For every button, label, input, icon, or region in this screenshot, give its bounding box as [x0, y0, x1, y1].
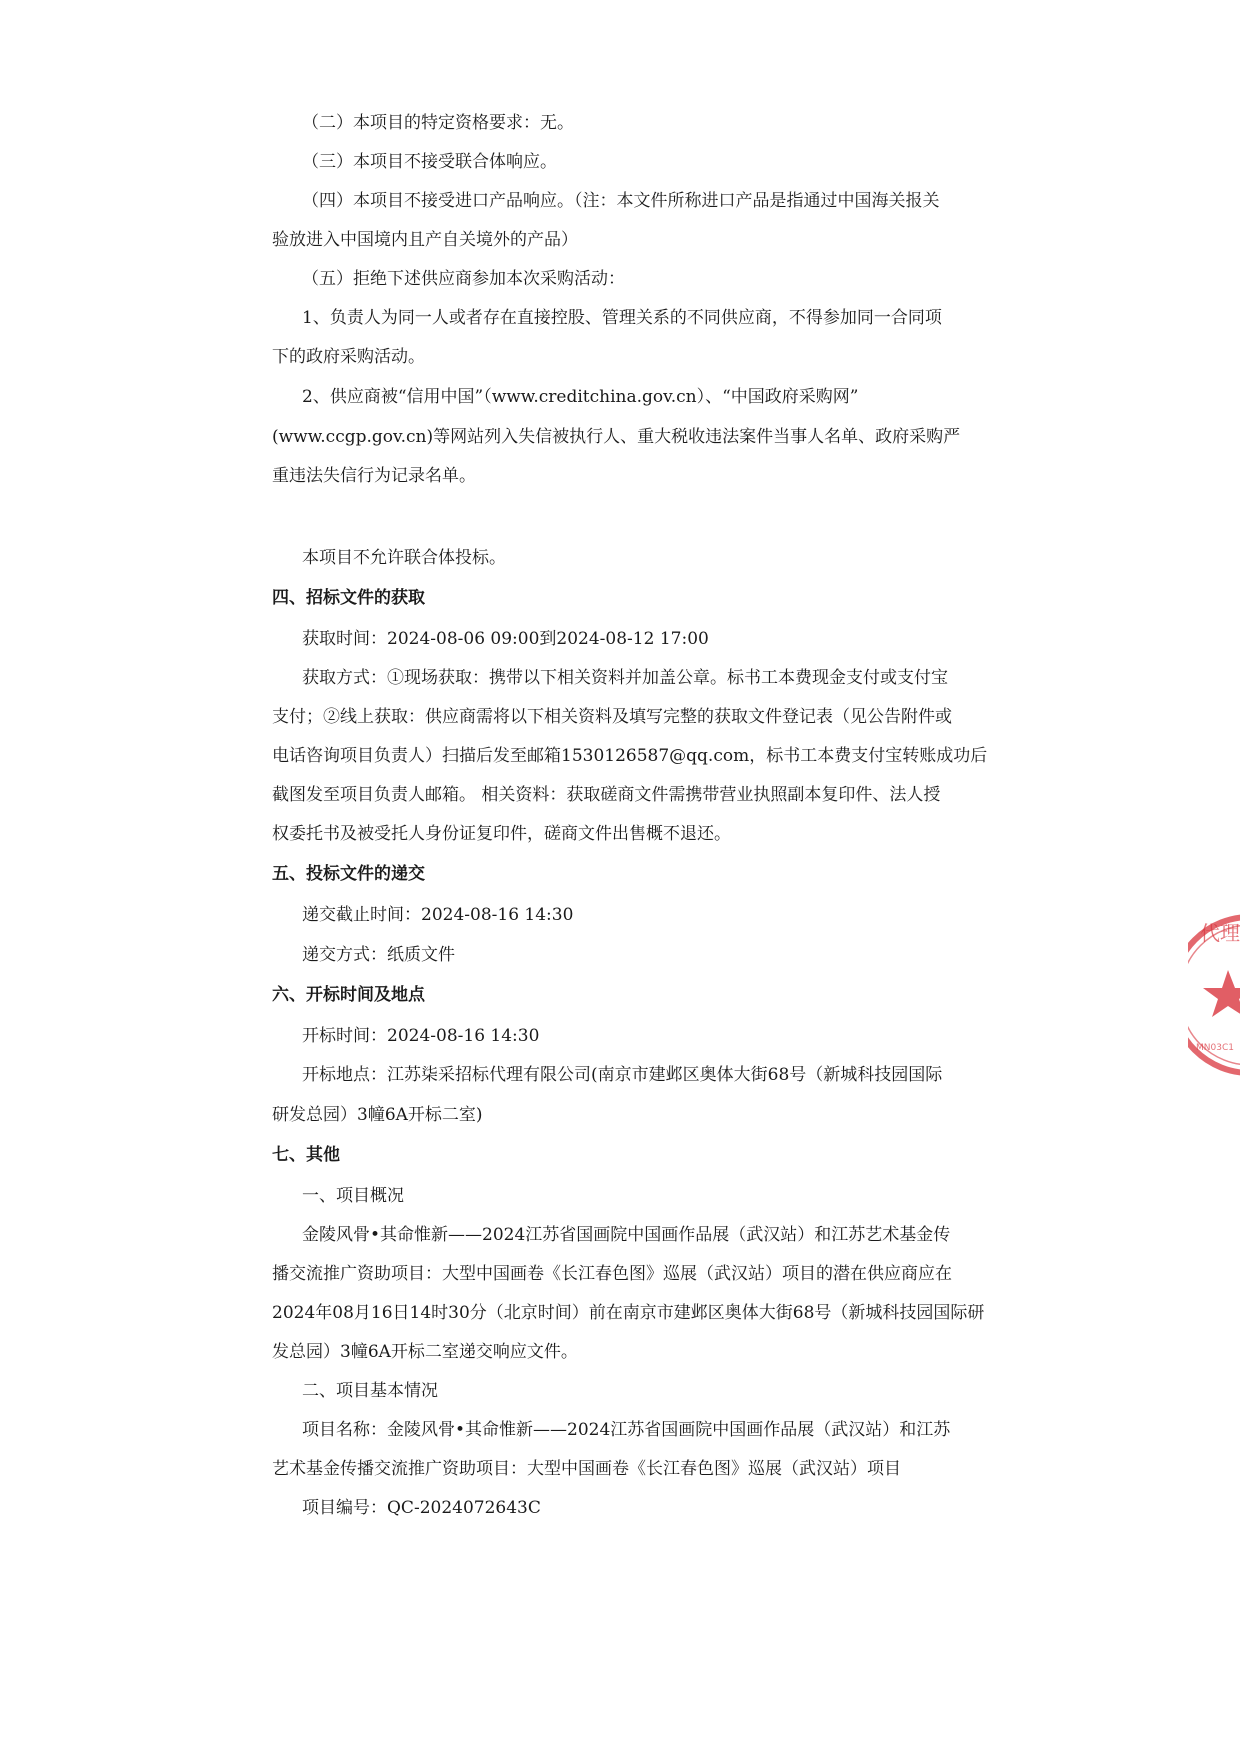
text-line: 项目名称：金陵风骨•其命惟新——2024江苏省国画院中国画作品展（武汉站）和江苏 [302, 1420, 951, 1440]
text-line: 获取时间：2024-08-06 09:00到2024-08-12 17:00 [302, 629, 709, 649]
text-line: （二）本项目的特定资格要求：无。 [302, 113, 574, 133]
text-line: 二、项目基本情况 [302, 1381, 438, 1401]
text-line: 一、项目概况 [302, 1186, 404, 1206]
text-line: 重违法失信行为记录名单。 [272, 466, 476, 486]
text-line: 艺术基金传播交流推广资助项目：大型中国画卷《长江春色图》巡展（武汉站）项目 [272, 1459, 901, 1479]
text-line: （三）本项目不接受联合体响应。 [302, 152, 557, 172]
text-line: 验放进入中国境内且产自关境外的产品） [272, 230, 578, 250]
svg-text:MN03C1: MN03C1 [1196, 1043, 1234, 1053]
svg-text:代理: 代理 [1200, 921, 1240, 945]
text-line: 本项目不允许联合体投标。 [302, 548, 506, 568]
section-heading: 五、投标文件的递交 [272, 864, 425, 884]
section-heading: 四、招标文件的获取 [272, 588, 425, 608]
text-line: 研发总园）3幢6A开标二室) [272, 1105, 483, 1125]
text-line: 电话咨询项目负责人）扫描后发至邮箱1530126587@qq.com，标书工本费支付宝转账成功后 [272, 746, 988, 766]
section-heading: 七、其他 [272, 1145, 340, 1165]
text-line: （四）本项目不接受进口产品响应。（注：本文件所称进口产品是指通过中国海关报关 [302, 191, 940, 211]
text-line: 2、供应商被“信用中国”（www.creditchina.gov.cn）、“中国政府采购网” [302, 387, 859, 407]
text-line: （五）拒绝下述供应商参加本次采购活动： [302, 269, 625, 289]
red-seal-stamp [1188, 900, 1240, 1090]
text-line: 2024年08月16日14时30分（北京时间）前在南京市建邺区奥体大街68号（新城科技园国际研 [272, 1303, 985, 1323]
text-line: 递交方式：纸质文件 [302, 945, 455, 965]
text-line: 播交流推广资助项目：大型中国画卷《长江春色图》巡展（武汉站）项目的潜在供应商应在 [272, 1264, 952, 1284]
text-line: 获取方式：①现场获取：携带以下相关资料并加盖公章。标书工本费现金支付或支付宝 [302, 668, 948, 688]
text-line: 开标时间：2024-08-16 14:30 [302, 1026, 540, 1046]
section-heading: 六、开标时间及地点 [272, 985, 425, 1005]
text-line: 支付；②线上获取：供应商需将以下相关资料及填写完整的获取文件登记表（见公告附件或 [272, 707, 952, 727]
text-line: 1、负责人为同一人或者存在直接控股、管理关系的不同供应商，不得参加同一合同项 [302, 308, 942, 328]
text-line: 开标地点：江苏柒采招标代理有限公司(南京市建邺区奥体大街68号（新城科技园国际 [302, 1065, 943, 1085]
text-line: 金陵风骨•其命惟新——2024江苏省国画院中国画作品展（武汉站）和江苏艺术基金传 [302, 1225, 951, 1245]
text-line: 发总园）3幢6A开标二室递交响应文件。 [272, 1342, 578, 1362]
text-line: 权委托书及被受托人身份证复印件，磋商文件出售概不退还。 [272, 824, 731, 844]
text-line: 下的政府采购活动。 [272, 347, 425, 367]
text-line: 递交截止时间：2024-08-16 14:30 [302, 905, 574, 925]
text-line: (www.ccgp.gov.cn)等网站列入失信被执行人、重大税收违法案件当事人名单、政府采购严 [272, 427, 961, 447]
text-line: 截图发至项目负责人邮箱。 相关资料：获取磋商文件需携带营业执照副本复印件、法人授 [272, 785, 941, 805]
text-line: 项目编号：QC-2024072643C [302, 1498, 541, 1518]
